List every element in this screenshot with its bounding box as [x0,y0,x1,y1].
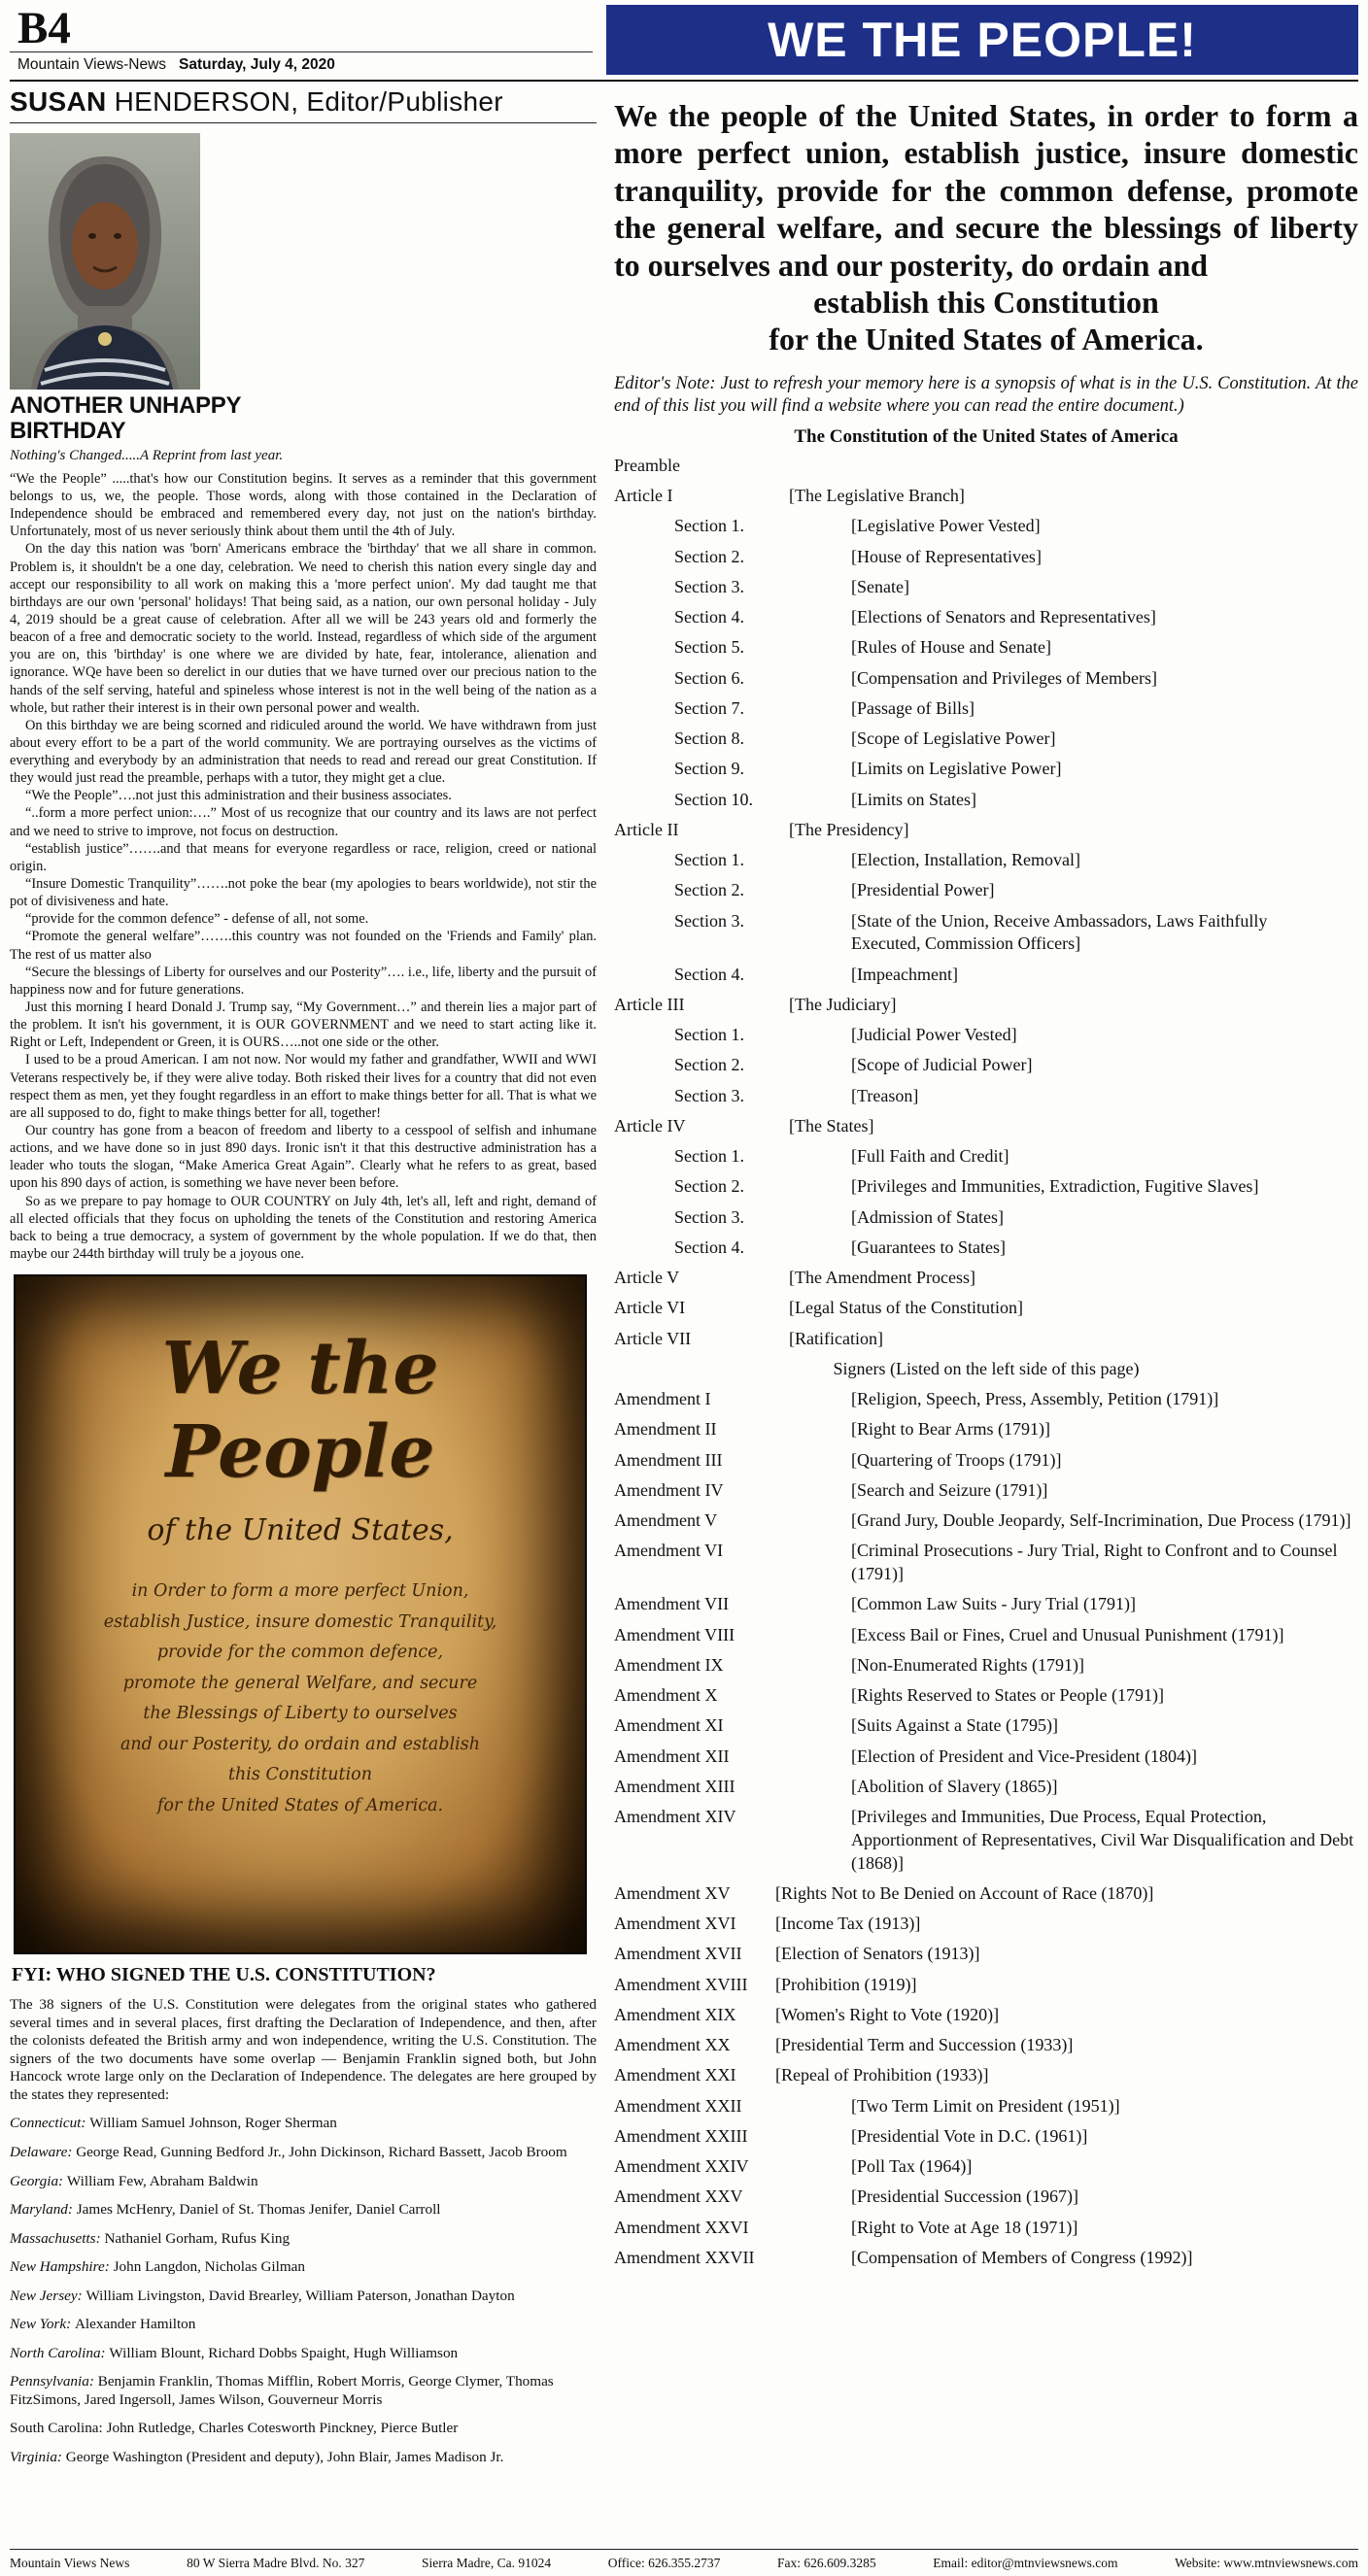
outline-label: Section 1. [674,516,744,536]
outline-row [614,1913,1358,1936]
outline-desc: [Scope of Legislative Power] [851,729,1056,749]
outline-label: Article V [614,1268,680,1288]
footer-item: Email: editor@mtnviewsnews.com [933,2556,1118,2570]
outline-desc: [Presidential Power] [851,880,995,900]
outline-desc: [The Presidency] [789,819,909,839]
outline-desc: [Compensation and Privileges of Members] [851,667,1157,688]
outline-row: Preamble [614,455,680,475]
parchment-text-line: this Constitution [228,1765,372,1785]
outline-desc: [Judicial Power Vested] [851,1025,1017,1045]
editors-note-label: Editor's Note: [614,373,716,393]
outline-desc: [The States] [789,1115,874,1135]
signer-names: William Samuel Johnson, Roger Sherman [89,2115,337,2132]
preamble-text: We the people of the United States, in order to form a more perfect union, establish justice, insure domestic tranquility, provide for the common defense, promote the general welfare, and secure the blessings of liberty to ourselves and our posterity, do ordain and [614,98,1358,283]
outline-row [614,964,1358,987]
constitution-image [14,1274,587,1954]
banner-title: WE THE PEOPLE! [768,13,1197,67]
signer-entry [10,2230,597,2249]
article-paragraph: “Secure the blessings of Liberty for ourselves and our Posterity”…. i.e., life, liberty and the pursuit of happiness now and for future generations. [10,964,597,998]
outline-row [614,1746,1358,1769]
outline-row [614,2095,1358,2118]
page-number: B4 [17,3,71,53]
outline-label: Section 8. [674,729,744,749]
outline-row [614,1509,1358,1533]
outline-row [614,1237,1358,1260]
outline-desc: [Legal Status of the Constitution] [789,1298,1023,1318]
outline-desc: [Common Law Suits - Jury Trial (1791)] [851,1594,1137,1614]
footer-item: Fax: 626.609.3285 [777,2556,876,2570]
signer-state: Connecticut: [10,2115,90,2132]
outline-row [614,879,1358,902]
signers-list [10,2115,597,2466]
date-value: July 4, 2020 [250,56,335,73]
parchment-subtitle: of the United States, [147,1513,454,1548]
outline-desc: [The Judiciary] [789,994,897,1014]
article-paragraph: “Promote the general welfare”…….this country was not founded on the 'Friends and Family' plan. The rest of us matter also [10,929,597,963]
outline-row [614,1776,1358,1799]
right-column [597,82,1358,2277]
preamble-centered-line-1: establish this Constitution [813,284,1159,320]
signer-names: George Read, Gunning Bedford Jr., John Dickinson, Richard Bassett, Jacob Broom [76,2143,567,2160]
outline-desc: [Ratification] [789,1328,883,1348]
signer-entry [10,2258,597,2277]
outline-label: Amendment VI [614,1541,724,1561]
signer-state: North Carolina: [10,2344,110,2361]
outline-label: Amendment VIII [614,1624,735,1644]
outline-row [614,606,1358,629]
outline-row [614,728,1358,751]
article-paragraph: So as we prepare to pay homage to OUR COUNTRY on July 4th, let's all, left and right, demand of all elected officials that they focus on upholding the tenets of the Constitution and restoring America back to being a true democracy, a system of government by the whole population. If we do that, then maybe our 244th birthday will truly be a joyous one. [10,1193,597,1262]
outline-row [614,1388,1358,1411]
signer-entry [10,2115,597,2133]
article-subtitle: Nothing's Changed.....A Reprint from last year. [10,447,284,463]
outline-label: Amendment XIV [614,1807,736,1827]
outline-label: Amendment XII [614,1746,730,1766]
masthead-rule [10,51,593,52]
outline-desc: [Presidential Vote in D.C. (1961)] [851,2125,1088,2146]
signer-entry [10,2201,597,2220]
signer-entry [10,2373,597,2409]
outline-row [614,1684,1358,1708]
outline-desc: [Right to Bear Arms (1791)] [851,1419,1050,1440]
date-day: Saturday, [178,56,247,73]
outline-label: Section 3. [674,1206,744,1227]
outline-row [614,2004,1358,2027]
signer-entry [10,2420,597,2438]
fyi-title: FYI: WHO SIGNED THE U.S. CONSTITUTION? [12,1964,436,1986]
signer-state: Virginia: [10,2448,66,2465]
outline-label: Amendment III [614,1449,723,1470]
paper-name: Mountain Views-News [17,56,167,73]
outline-desc: [Treason] [851,1085,919,1105]
outline-desc: [Non-Enumerated Rights (1791)] [851,1654,1084,1675]
outline-row [614,1328,1358,1351]
outline-label: Section 7. [674,697,744,718]
outline-label: Article III [614,994,685,1014]
outline-label: Amendment VII [614,1594,730,1614]
signer-names: William Livingston, David Brearley, William Paterson, Jonathan Dayton [86,2287,515,2304]
outline-desc: [Admission of States] [851,1206,1004,1227]
article-paragraph: I used to be a proud American. I am not now. Nor would my father and grandfather, WWII and WWI Veterans respectively be, if they were alive today. Both risked their lives for a country that did not even respect them as men, yet they fought regardless in an effort to make things better for all. That is what we are all supposed to do, fight to make things better for all, together! [10,1052,597,1121]
outline-desc: [Women's Right to Vote (1920)] [775,2004,1000,2024]
outline-desc: [Prohibition (1919)] [775,1974,917,1994]
outline-label: Section 2. [674,1055,744,1075]
signer-names: Alexander Hamilton [74,2316,196,2333]
outline-label: Section 4. [674,607,744,627]
article-paragraph: “Insure Domestic Tranquility”…….not poke the bear (my apologies to bears worldwide), not stir the pot of divisiveness and hate. [10,876,597,910]
parchment-text-line: for the United States of America. [156,1795,444,1815]
outline-desc: [Elections of Senators and Representatives] [851,607,1156,627]
outline-row [614,758,1358,781]
article-paragraph: On the day this nation was 'born' Americans embrace the 'birthday' that we all share in common. Problem is, it shouldn't be a one day, celebration. We need to cherish this nation every single day and accept our responsibility to all work on making this a 'more perfect union'. My dad taught me that birthdays are our own 'personal' holidays! That being said, as a nation, our own personal holiday - July 4, 2019 should be a great cause of celebration. After all we will be 243 years old and formerly the beacon of a free and democratic society to the world. Instead, regardless of which side of the argument you are on, this 'birthday' is one where we are divided by hate, fear, intolerance, alienation and ignorance. WQe have been so derelict in our duties that we have turned over our precious nation to the hands of the self serving, hateful and spineless whose interest is not in the well being of the nation as a whole, but rather their interest is in their own personal power and wealth. [10,541,597,716]
footer-item: Office: 626.355.2737 [607,2556,721,2570]
outline-label: Section 1. [674,850,744,870]
outline-label: Amendment XXV [614,2186,743,2207]
outline-label: Section 2. [674,880,744,900]
outline-label: Article I [614,486,673,506]
article-paragraph: On this birthday we are being scorned and ridiculed around the world. We have withdrawn from just about every effort to be a part of the world community. We are portraying ourselves as the victims of everything and everybody by an administration that needs to read and reread our great Constitution. If they would just read the preamble, perhaps with a tutor, they might get a clue. [10,717,597,787]
outline-label: Amendment XXII [614,2095,742,2116]
parchment-text-line: the Blessings of Liberty to ourselves [143,1704,458,1724]
outline-desc: [Grand Jury, Double Jeopardy, Self-Incrimination, Due Process (1791)] [851,1510,1351,1531]
outline-row: Signers (Listed on the left side of this page) [833,1358,1140,1378]
footer-item: Sierra Madre, Ca. 91024 [421,2556,552,2570]
outline-row [614,2125,1358,2149]
outline-desc: [Compensation of Members of Congress (1992)] [851,2247,1193,2267]
outline-desc: [Limits on Legislative Power] [851,759,1062,779]
outline-label: Amendment XVII [614,1944,742,1964]
article-paragraph: Just this morning I heard Donald J. Trump say, “My Government…” and therein lies a major part of the problem. It isn't his government, it is OUR GOVERNMENT and we need to start acting like it. Right or Left, Independent or Green, it is OURS…..not one side or the other. [10,1000,597,1051]
signer-entry [10,2173,597,2191]
outline-label: Amendment V [614,1510,718,1531]
outline-row [614,667,1358,691]
outline-label: Amendment II [614,1419,717,1440]
outline-row [614,789,1358,812]
outline-desc: [Scope of Judicial Power] [851,1055,1033,1075]
outline-desc: [Legislative Power Vested] [851,516,1041,536]
outline-row [614,2064,1358,2087]
masthead [10,0,1358,82]
outline-desc: [Search and Seizure (1791)] [851,1479,1048,1500]
outline-desc: [The Amendment Process] [789,1268,975,1288]
signer-state: New York: [10,2316,75,2333]
outline-row [614,636,1358,660]
parchment-title: We the People [161,1327,439,1495]
parchment-text-line: promote the general Welfare, and secure [122,1673,478,1693]
article-paragraph: “We the People”….not just this administration and their business associates. [25,788,452,804]
signer-entry [10,2288,597,2306]
outline-label: Section 3. [674,910,744,931]
outline-row [614,1145,1358,1169]
outline-desc: [Rules of House and Senate] [851,637,1051,658]
outline-label: Article VI [614,1298,686,1318]
signer-names: George Washington (President and deputy), John Blair, James Madison Jr. [65,2448,504,2465]
preamble-centered-line-2: for the United States of America. [769,322,1204,357]
parchment-text-line: in Order to form a more perfect Union, [131,1581,469,1602]
outline-desc: [Passage of Bills] [851,697,975,718]
outline-row [614,1540,1358,1586]
outline-desc: [Limits on States] [851,789,976,809]
byline-first-name: SUSAN [10,86,107,117]
outline-row [614,1624,1358,1647]
article-paragraph: “We the People” .....that's how our Constitution begins. It serves as a reminder that this government belongs to us, we, the people. Those words, along with those contained in the Declaration of Independence should be embraced and remembered every day, not just on the nation's birthday. Unfortunately, most of us never seriously think about them until the 4th of July. [10,470,597,540]
outline-desc: [Presidential Term and Succession (1933)] [775,2035,1074,2055]
signer-entry [10,2316,597,2334]
outline-row [614,1024,1358,1047]
outline-desc: [Criminal Prosecutions - Jury Trial, Right to Confront and to Counsel (1791)] [851,1541,1338,1584]
outline-label: Section 2. [674,546,744,566]
outline-label: Section 3. [674,576,744,596]
left-column [10,82,597,2478]
footer-item: 80 W Sierra Madre Blvd. No. 327 [187,2556,365,2570]
outline-desc: [Impeachment] [851,964,958,984]
outline-label: Amendment XXIV [614,2156,749,2177]
article-paragraph: “provide for the common defence” - defense of all, not some. [25,911,369,928]
outline-desc: [Presidential Succession (1967)] [851,2186,1078,2207]
parchment-text-line: establish Justice, insure domestic Tranquility, [103,1611,497,1632]
constitution-outline [614,455,1358,2270]
footer-item: Website: www.mtnviewsnews.com [1175,2556,1358,2570]
outline-desc: [Privileges and Immunities, Due Process, Equal Protection, Apportionment of Representatives, Civil War Disqualification and Debt (1868)] [851,1807,1354,1873]
outline-row [614,576,1358,599]
fyi-intro: The 38 signers of the U.S. Constitution were delegates from the original states who gathered several times and in several places, first drafting the Declaration of Independence, and then, after the colonists defeated the British army and won independence, writing the U.S. Constitution. The signers of the two documents have some overlap — Benjamin Franklin signed both, but John Hancock wrote large only on the Declaration of Independence. The delegates are here grouped by the states they represented: [10,1996,597,2103]
signer-names: James McHenry, Daniel of St. Thomas Jenifer, Daniel Carroll [76,2201,441,2219]
editor-byline [10,82,597,123]
signer-state: Georgia: [10,2172,67,2189]
editor-photo [10,133,200,390]
outline-desc: [State of the Union, Receive Ambassadors, Laws Faithfully Executed, Commission Officers] [851,910,1268,954]
outline-desc: [Senate] [851,576,909,596]
outline-label: Amendment XXIII [614,2125,748,2146]
outline-row [614,1479,1358,1503]
outline-row [614,1654,1358,1678]
outline-row [614,849,1358,872]
signer-entry [10,2144,597,2162]
signer-state: Maryland: [10,2201,77,2219]
editors-note [614,373,1358,418]
outline-desc: [Two Term Limit on President (1951)] [851,2095,1120,2116]
outline-row [614,2247,1358,2270]
outline-desc: [Suits Against a State (1795)] [851,1715,1058,1736]
outline-label: Section 4. [674,1237,744,1257]
signer-names: Benjamin Franklin, Thomas Mifflin, Robert Morris, George Clymer, Thomas FitzSimons, Jared Ingersoll, James Wilson, Gouverneur Morris [10,2373,554,2408]
outline-desc: [Right to Vote at Age 18 (1971)] [851,2217,1078,2237]
outline-row [614,819,1358,842]
editors-note-text: Just to refresh your memory here is a synopsis of what is in the U.S. Constitution. At the end of this list you will find a website where you can read the entire document.) [614,373,1358,416]
outline-desc: [Guarantees to States] [851,1237,1006,1257]
outline-label: Section 1. [674,1146,744,1167]
parchment-text [16,1576,585,1821]
outline-label: Section 2. [674,1176,744,1197]
outline-label: Amendment XIX [614,2004,736,2024]
outline-label: Amendment XXVI [614,2217,749,2237]
article-paragraph: “establish justice”…….and that means for everyone regardless or race, religion, creed or national origin. [10,840,597,874]
outline-label: Amendment XVI [614,1914,736,1934]
article-body [10,470,597,1263]
outline-label: Amendment XIII [614,1776,735,1796]
outline-row [614,1449,1358,1473]
page-columns [10,82,1358,2478]
dateline [17,56,335,74]
article-paragraph: “..form a more perfect union:….” Most of us recognize that our country and its laws are not perfect and we need to strive to improve, not focus on destruction. [10,805,597,839]
signer-state: Pennsylvania: [10,2373,98,2390]
outline-row [614,910,1358,957]
section-banner [606,5,1358,75]
signer-entry [10,2449,597,2467]
outline-label: Amendment IV [614,1479,724,1500]
outline-row [614,1974,1358,1997]
outline-label: Amendment XXI [614,2065,736,2085]
outline-row [614,1593,1358,1616]
outline-row [614,2155,1358,2179]
article-title: ANOTHER UNHAPPY BIRTHDAY [10,392,241,444]
outline-row [614,1267,1358,1290]
outline-label: Article II [614,819,679,839]
outline-desc: [Election of Senators (1913)] [775,1944,980,1964]
outline-row [614,2034,1358,2057]
outline-desc: [Quartering of Troops (1791)] [851,1449,1062,1470]
outline-row [614,697,1358,721]
outline-label: Section 3. [674,1085,744,1105]
outline-label: Section 5. [674,637,744,658]
outline-desc: [Full Faith and Credit] [851,1146,1009,1167]
outline-label: Amendment XXVII [614,2247,755,2267]
outline-row [614,546,1358,569]
signer-names: Nathaniel Gorham, Rufus King [104,2229,291,2247]
outline-row [614,1054,1358,1077]
outline-desc: [Religion, Speech, Press, Assembly, Petition (1791)] [851,1389,1219,1409]
outline-desc: [Election, Installation, Removal] [851,850,1080,870]
outline-label: Amendment XV [614,1882,731,1903]
constitution-outline-title: The Constitution of the United States of America [794,425,1179,447]
outline-row [614,2217,1358,2240]
signer-names: William Few, Abraham Baldwin [66,2172,258,2189]
outline-label: Amendment XVIII [614,1974,748,1994]
outline-row [614,1085,1358,1108]
outline-row [614,485,1358,508]
footer [10,2549,1358,2571]
outline-desc: [Repeal of Prohibition (1933)] [775,2065,989,2085]
outline-row [614,994,1358,1017]
outline-desc: [Abolition of Slavery (1865)] [851,1776,1058,1796]
outline-label: Amendment X [614,1685,718,1706]
outline-row [614,1206,1358,1230]
editor-portrait-illustration [10,133,200,390]
outline-label: Article IV [614,1115,686,1135]
outline-row [614,1175,1358,1199]
outline-desc: [Rights Not to Be Denied on Account of Race (1870)] [775,1882,1154,1903]
signer-state: New Jersey: [10,2287,86,2304]
article-paragraph: Our country has gone from a beacon of freedom and liberty to a cesspool of selfish and inhumane actions, and we have done so in just 890 days. Ironic isn't it that this destructive administration has a leader who touts the slogan, “Make America Great Again”. Clearly what he refers to as great, based upon his 890 days of action, is something we have never been before. [10,1123,597,1192]
signer-names: John Rutledge, Charles Cotesworth Pinckney, Pierce Butler [106,2420,459,2437]
outline-desc: [Rights Reserved to States or People (1791)] [851,1685,1164,1706]
footer-item: Mountain Views News [10,2556,130,2570]
outline-label: Article VII [614,1328,692,1348]
outline-desc: [Election of President and Vice-President (1804)] [851,1746,1197,1766]
outline-desc: [Excess Bail or Fines, Cruel and Unusual Punishment (1791)] [851,1624,1284,1644]
byline-rest: HENDERSON, Editor/Publisher [106,86,503,117]
outline-label: Amendment XI [614,1715,724,1736]
outline-row [614,1714,1358,1738]
outline-row [614,1115,1358,1138]
outline-desc: [Privileges and Immunities, Extradiction, Fugitive Slaves] [851,1176,1259,1197]
outline-row [614,515,1358,538]
outline-row [614,1943,1358,1966]
outline-desc: [Income Tax (1913)] [775,1914,921,1934]
outline-label: Amendment XX [614,2035,731,2055]
signer-state: Massachusetts: [10,2229,105,2247]
outline-row [614,1418,1358,1441]
signer-state: South Carolina: [10,2420,107,2437]
signer-entry [10,2345,597,2363]
signer-state: New Hampshire: [10,2258,114,2276]
outline-desc: [Poll Tax (1964)] [851,2156,973,2177]
outline-label: Section 10. [674,789,753,809]
outline-label: Section 9. [674,759,744,779]
parchment-text-line: and our Posterity, do ordain and establish [120,1734,481,1754]
outline-label: Amendment I [614,1389,711,1409]
outline-label: Amendment IX [614,1654,724,1675]
outline-label: Section 1. [674,1025,744,1045]
outline-desc: [House of Representatives] [851,546,1042,566]
outline-desc: [The Legislative Branch] [789,486,965,506]
signer-names: John Langdon, Nicholas Gilman [113,2258,306,2276]
parchment-text-line: provide for the common defence, [156,1643,444,1663]
outline-row [614,1297,1358,1320]
outline-label: Section 4. [674,964,744,984]
outline-row [614,1882,1358,1906]
outline-label: Section 6. [674,667,744,688]
signer-names: William Blount, Richard Dobbs Spaight, Hugh Williamson [109,2344,459,2361]
outline-row [614,2186,1358,2209]
outline-row [614,1806,1358,1875]
signer-state: Delaware: [10,2143,77,2160]
